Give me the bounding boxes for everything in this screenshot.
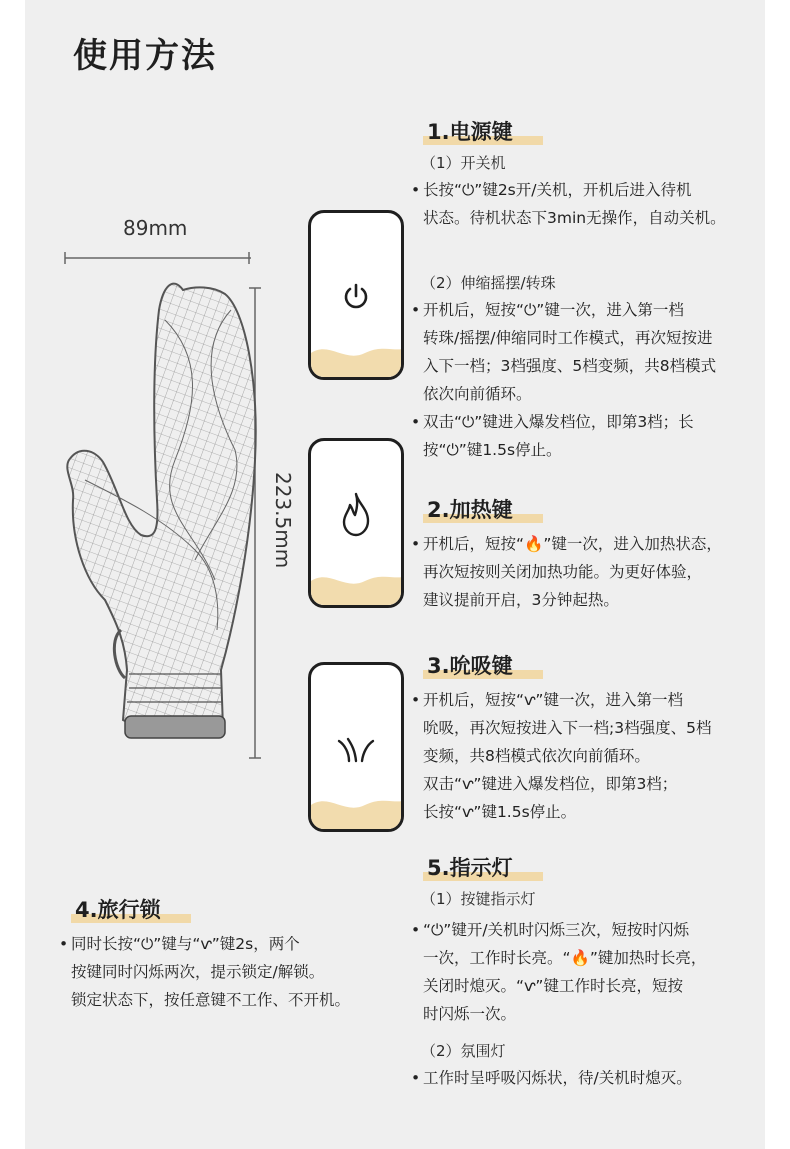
lock-bullet-1: • 同时长按“⏻”键与“ⱱ”键2s，两个 按键同时闪烁两次，提示锁定/解锁。 锁定状态下，按任意键不工作、不开机。 xyxy=(59,935,351,1009)
power-subheading-onoff: （1）开关机 xyxy=(421,154,506,172)
power-subheading-modes: （2）伸缩摇摆/转珠 xyxy=(421,274,556,292)
page-title: 使用方法 xyxy=(73,36,217,76)
indicator-bullet-2: • 工作时呈呼吸闪烁状，待/关机时熄灭。 xyxy=(411,1069,692,1087)
wave-decoration xyxy=(311,789,403,829)
indicator-subheading-buttons: （1）按键指示灯 xyxy=(421,890,536,908)
section-heading-suction: 3.吮吸键 xyxy=(423,650,517,680)
device-wireframe-illustration xyxy=(45,200,265,770)
suction-button-card xyxy=(308,662,404,832)
section-heading-lock: 4.旅行锁 xyxy=(71,894,165,924)
section-heading-power: 1.电源键 xyxy=(423,116,517,146)
indicator-bullet-1: • “⏻”键开/关机时闪烁三次，短按时闪烁 一次，工作时长亮。“🔥”键加热时长亮， 关闭时熄灭。“ⱱ”键工作时长亮，短按 时闪烁一次。 xyxy=(411,921,707,1023)
power-bullet-1: • 长按“⏻”键2s开/关机，开机后进入待机 状态。待机状态下3min无操作，自动关机。 xyxy=(411,181,726,227)
section-heading-indicator: 5.指示灯 xyxy=(423,852,517,882)
heat-button-card xyxy=(308,438,404,608)
page xyxy=(25,0,765,1149)
flame-icon xyxy=(340,491,372,537)
heat-bullet-1: • 开机后，短按“🔥”键一次，进入加热状态， 再次短按则关闭加热功能。为更好体验， 建议提前开启，3分钟起热。 xyxy=(411,535,722,609)
width-dimension-label: 89mm xyxy=(123,216,188,240)
power-bullet-3: • 双击“⏻”键进入爆发档位，即第3档；长 按“⏻”键1.5s停止。 xyxy=(411,413,694,459)
indicator-subheading-ambient: （2）氛围灯 xyxy=(421,1042,506,1060)
section-heading-heat: 2.加热键 xyxy=(423,494,517,524)
power-icon xyxy=(341,281,371,311)
power-button-card xyxy=(308,210,404,380)
wave-decoration xyxy=(311,337,403,377)
suction-bullet-1: • 开机后，短按“ⱱ”键一次，进入第一档 吮吸，再次短按进入下一档;3档强度、5档 变频，共8档模式依次向前循环。 双击“ⱱ”键进入爆发档位，即第3档； 长按“ⱱ”键1.5s停止。 xyxy=(411,691,712,821)
suction-icon xyxy=(335,735,377,765)
height-dimension-label: 223.5mm xyxy=(271,472,295,569)
power-bullet-2: • 开机后，短按“⏻”键一次，进入第一档 转珠/摇摆/伸缩同时工作模式，再次短按进 入下一档；3档强度、5档变频，共8档模式 依次向前循环。 xyxy=(411,301,717,403)
wave-decoration xyxy=(311,565,403,605)
